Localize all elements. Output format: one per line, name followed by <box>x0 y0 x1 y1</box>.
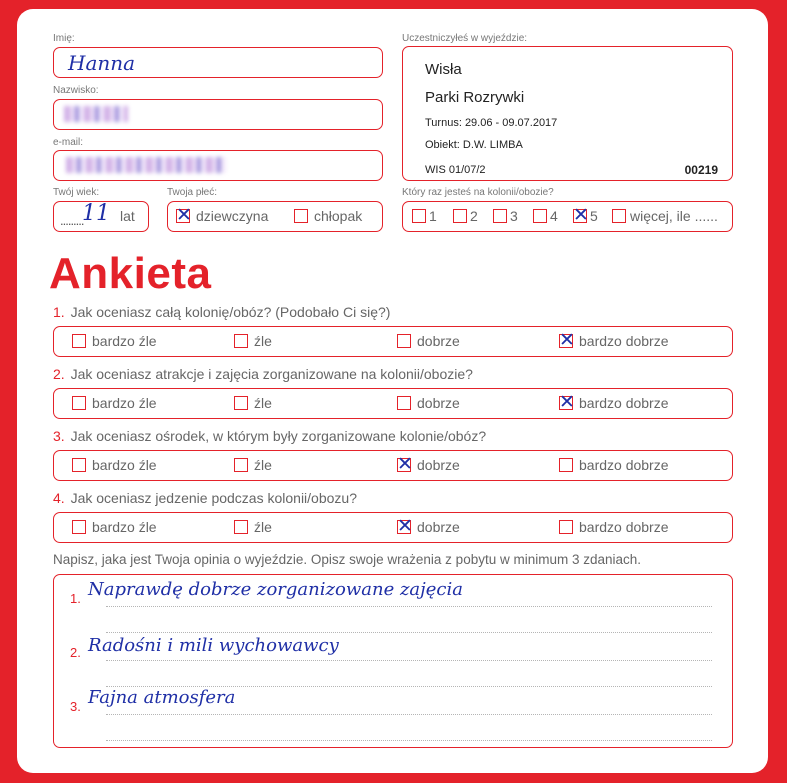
plec-checkbox-dziewczyna[interactable] <box>176 209 190 223</box>
wiek-label: Twój wiek: <box>53 187 100 198</box>
q4-option-bardzo-dobrze[interactable]: bardzo dobrze <box>559 518 669 535</box>
opinion-line-3-number: 3. <box>70 699 81 714</box>
opinion-line-2-text: Radośni i mili wychowawcy <box>88 635 339 656</box>
q2-checkbox-zle[interactable] <box>234 396 248 410</box>
nazwisko-redaction <box>64 106 128 122</box>
answer-row-3 <box>53 450 733 481</box>
survey-form-page <box>17 9 768 773</box>
answer-row-4 <box>53 512 733 543</box>
trip-turnus: Turnus: 29.06 - 09.07.2017 <box>425 117 558 129</box>
times-option-1[interactable]: 1 <box>412 207 437 224</box>
times-checkbox-1[interactable] <box>412 209 426 223</box>
opinion-rule-5 <box>106 714 712 715</box>
email-field[interactable] <box>53 150 383 181</box>
wiek-value: 11 <box>82 201 110 226</box>
q2-checkbox-bardzo-zle[interactable] <box>72 396 86 410</box>
times-checkbox-4[interactable] <box>533 209 547 223</box>
question-2: 2. Jak oceniasz atrakcje i zajęcia zorganizowane na kolonii/obozie? <box>53 366 473 382</box>
opinion-rule-2 <box>106 632 712 633</box>
question-4: 4. Jak oceniasz jedzenie podczas kolonii/obozu? <box>53 490 357 506</box>
trip-info-box <box>402 46 733 181</box>
times-checkbox-more[interactable] <box>612 209 626 223</box>
nazwisko-label: Nazwisko: <box>53 85 99 96</box>
wiek-dots: ......... <box>60 213 84 228</box>
answer-row-1 <box>53 326 733 357</box>
imie-value: Hanna <box>68 51 136 75</box>
opinion-line-3-text: Fajna atmosfera <box>88 687 236 708</box>
q1-option-bardzo-dobrze[interactable]: ✕ bardzo dobrze <box>559 332 669 349</box>
times-option-2[interactable]: 2 <box>453 207 478 224</box>
q3-option-dobrze[interactable]: ✕ dobrze <box>397 456 460 473</box>
q1-option-dobrze[interactable]: dobrze <box>397 332 460 349</box>
q3-checkbox-dobrze[interactable] <box>397 458 411 472</box>
trip-number: 00219 <box>684 163 718 177</box>
imie-field[interactable] <box>53 47 383 78</box>
plec-label: Twoja płeć: <box>167 187 218 198</box>
q3-option-bardzo-dobrze[interactable]: bardzo dobrze <box>559 456 669 473</box>
q2-checkbox-bardzo-dobrze[interactable] <box>559 396 573 410</box>
opinion-prompt: Napisz, jaka jest Twoja opinia o wyjeździe. Opisz swoje wrażenia z pobytu w minimum 3 zdaniach. <box>53 552 642 567</box>
answer-row-2 <box>53 388 733 419</box>
opinion-rule-1 <box>106 606 712 607</box>
times-option-5[interactable]: ✕ 5 <box>573 207 598 224</box>
times-checkbox-2[interactable] <box>453 209 467 223</box>
opinion-rule-6 <box>106 740 712 741</box>
wiek-unit: lat <box>120 208 135 224</box>
times-option-3[interactable]: 3 <box>493 207 518 224</box>
q2-option-zle[interactable]: źle <box>234 394 272 411</box>
q4-option-bardzo-zle[interactable]: bardzo źle <box>72 518 157 535</box>
survey-title: Ankieta <box>49 249 212 298</box>
question-3: 3. Jak oceniasz ośrodek, w którym były zorganizowane kolonie/obóz? <box>53 428 487 444</box>
times-option-more[interactable]: więcej, ile ...... <box>612 207 718 224</box>
imie-label: Imię: <box>53 33 75 44</box>
q4-checkbox-dobrze[interactable] <box>397 520 411 534</box>
opinion-line-1-text: Naprawdę dobrze zorganizowane zajęcia <box>88 579 463 600</box>
q2-option-bardzo-zle[interactable]: bardzo źle <box>72 394 157 411</box>
q1-checkbox-zle[interactable] <box>234 334 248 348</box>
plec-field <box>167 201 383 232</box>
q2-option-bardzo-dobrze[interactable]: ✕ bardzo dobrze <box>559 394 669 411</box>
q1-checkbox-dobrze[interactable] <box>397 334 411 348</box>
q4-option-dobrze[interactable]: ✕ dobrze <box>397 518 460 535</box>
times-checkbox-5[interactable] <box>573 209 587 223</box>
times-field <box>402 201 733 232</box>
opinion-line-1-number: 1. <box>70 591 81 606</box>
trip-place: Wisła <box>425 61 462 78</box>
q3-option-bardzo-zle[interactable]: bardzo źle <box>72 456 157 473</box>
q4-checkbox-bardzo-dobrze[interactable] <box>559 520 573 534</box>
question-1: 1. Jak oceniasz całą kolonię/obóz? (Podobało Ci się?) <box>53 304 391 320</box>
q1-option-zle[interactable]: źle <box>234 332 272 349</box>
nazwisko-field[interactable] <box>53 99 383 130</box>
q1-option-bardzo-zle[interactable]: bardzo źle <box>72 332 157 349</box>
times-checkbox-3[interactable] <box>493 209 507 223</box>
plec-option-chlopak[interactable]: chłopak <box>294 207 362 224</box>
q2-checkbox-dobrze[interactable] <box>397 396 411 410</box>
email-redaction <box>66 157 226 173</box>
q4-checkbox-bardzo-zle[interactable] <box>72 520 86 534</box>
q3-checkbox-zle[interactable] <box>234 458 248 472</box>
q3-checkbox-bardzo-dobrze[interactable] <box>559 458 573 472</box>
plec-checkbox-chlopak[interactable] <box>294 209 308 223</box>
q1-checkbox-bardzo-zle[interactable] <box>72 334 86 348</box>
opinion-box[interactable] <box>53 574 733 748</box>
q3-checkbox-bardzo-zle[interactable] <box>72 458 86 472</box>
plec-option-dziewczyna[interactable]: ✕dziewczyna <box>176 207 268 224</box>
q4-checkbox-zle[interactable] <box>234 520 248 534</box>
trip-code: WIS 01/07/2 <box>425 164 486 176</box>
times-option-4[interactable]: 4 <box>533 207 558 224</box>
q4-option-zle[interactable]: źle <box>234 518 272 535</box>
opinion-line-2-number: 2. <box>70 645 81 660</box>
email-label: e-mail: <box>53 137 84 148</box>
trip-name: Parki Rozrywki <box>425 89 525 106</box>
opinion-rule-3 <box>106 660 712 661</box>
q2-option-dobrze[interactable]: dobrze <box>397 394 460 411</box>
wiek-field[interactable] <box>53 201 149 232</box>
trip-label: Uczestniczyłeś w wyjeździe: <box>402 33 528 44</box>
q1-checkbox-bardzo-dobrze[interactable] <box>559 334 573 348</box>
trip-obiekt: Obiekt: D.W. LIMBA <box>425 139 523 151</box>
q3-option-zle[interactable]: źle <box>234 456 272 473</box>
times-label: Który raz jesteś na kolonii/obozie? <box>402 187 554 198</box>
